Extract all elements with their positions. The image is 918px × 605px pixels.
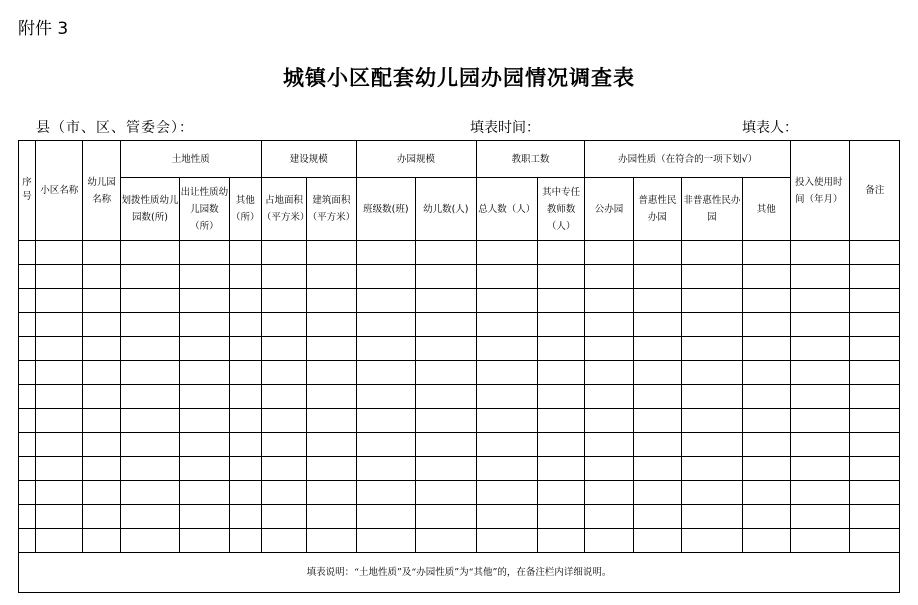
table-cell[interactable] (742, 505, 790, 529)
table-cell[interactable] (120, 241, 179, 265)
table-cell[interactable] (476, 265, 537, 289)
table-cell[interactable] (538, 361, 585, 385)
table-cell[interactable] (83, 529, 120, 553)
land-other-header: 其他（所） (229, 178, 261, 241)
table-cell[interactable] (850, 385, 900, 409)
table-row (19, 289, 900, 313)
table-cell[interactable] (83, 433, 120, 457)
table-cell[interactable] (36, 265, 83, 289)
table-cell[interactable] (742, 529, 790, 553)
table-cell[interactable] (538, 481, 585, 505)
table-cell[interactable] (120, 505, 179, 529)
table-cell[interactable] (790, 529, 849, 553)
table-cell[interactable] (356, 289, 415, 313)
table-cell[interactable] (307, 409, 356, 433)
header-row-fields (19, 178, 900, 241)
table-cell[interactable] (83, 241, 120, 265)
table-cell[interactable] (633, 337, 681, 361)
table-cell[interactable] (682, 505, 742, 529)
table-cell[interactable] (416, 361, 476, 385)
table-cell[interactable] (180, 313, 229, 337)
table-cell[interactable] (416, 385, 476, 409)
table-cell[interactable] (36, 313, 83, 337)
table-cell[interactable] (229, 457, 261, 481)
table-cell[interactable] (476, 289, 537, 313)
table-cell[interactable] (36, 457, 83, 481)
table-cell[interactable] (261, 385, 306, 409)
table-cell[interactable] (538, 289, 585, 313)
table-cell[interactable] (850, 241, 900, 265)
table-cell[interactable] (36, 337, 83, 361)
table-cell[interactable] (850, 289, 900, 313)
table-cell[interactable] (120, 457, 179, 481)
table-cell[interactable] (682, 241, 742, 265)
table-cell[interactable] (633, 265, 681, 289)
table-cell[interactable] (229, 361, 261, 385)
table-cell[interactable] (633, 289, 681, 313)
table-cell[interactable] (476, 409, 537, 433)
table-cell[interactable] (850, 457, 900, 481)
table-cell[interactable] (476, 337, 537, 361)
table-cell[interactable] (538, 529, 585, 553)
table-cell[interactable] (633, 313, 681, 337)
table-cell[interactable] (36, 409, 83, 433)
table-cell[interactable] (307, 505, 356, 529)
table-cell[interactable] (83, 289, 120, 313)
table-cell[interactable] (261, 337, 306, 361)
table-cell[interactable] (476, 529, 537, 553)
nature-inclusive-header: 普惠性民办园 (633, 178, 681, 241)
table-cell[interactable] (19, 457, 36, 481)
group-land-header: 土地性质 (120, 141, 261, 178)
table-cell[interactable] (538, 409, 585, 433)
table-cell[interactable] (229, 337, 261, 361)
table-row (19, 361, 900, 385)
table-cell[interactable] (585, 289, 633, 313)
const-area-header: 占地面积（平方米） (261, 178, 306, 241)
col-seq-header: 序号 (19, 141, 36, 241)
table-cell[interactable] (633, 529, 681, 553)
table-row (19, 313, 900, 337)
table-cell[interactable] (742, 361, 790, 385)
table-cell[interactable] (790, 433, 849, 457)
table-cell[interactable] (83, 481, 120, 505)
footer-note: 填表说明：“土地性质”及“办园性质”为“其他”的，在备注栏内详细说明。 (19, 553, 900, 593)
table-cell[interactable] (633, 481, 681, 505)
table-cell[interactable] (83, 337, 120, 361)
table-cell[interactable] (307, 457, 356, 481)
table-cell[interactable] (19, 337, 36, 361)
table-cell[interactable] (19, 481, 36, 505)
table-cell[interactable] (307, 241, 356, 265)
table-cell[interactable] (120, 265, 179, 289)
table-cell[interactable] (790, 337, 849, 361)
table-cell[interactable] (682, 337, 742, 361)
table-cell[interactable] (416, 505, 476, 529)
table-cell[interactable] (633, 385, 681, 409)
table-cell[interactable] (36, 433, 83, 457)
table-cell[interactable] (180, 361, 229, 385)
table-cell[interactable] (742, 457, 790, 481)
table-cell[interactable] (742, 337, 790, 361)
table-cell[interactable] (682, 481, 742, 505)
table-cell[interactable] (261, 313, 306, 337)
table-cell[interactable] (229, 481, 261, 505)
table-cell[interactable] (742, 289, 790, 313)
table-cell[interactable] (416, 337, 476, 361)
staff-teachers-header: 其中专任教师数（人） (538, 178, 585, 241)
table-cell[interactable] (356, 361, 415, 385)
table-cell[interactable] (120, 337, 179, 361)
table-cell[interactable] (356, 409, 415, 433)
table-cell[interactable] (356, 337, 415, 361)
table-cell[interactable] (476, 313, 537, 337)
table-cell[interactable] (633, 457, 681, 481)
table-cell[interactable] (790, 457, 849, 481)
table-cell[interactable] (850, 337, 900, 361)
table-cell[interactable] (633, 433, 681, 457)
table-cell[interactable] (120, 289, 179, 313)
table-cell[interactable] (585, 481, 633, 505)
table-cell[interactable] (180, 529, 229, 553)
table-cell[interactable] (850, 313, 900, 337)
table-cell[interactable] (19, 289, 36, 313)
table-cell[interactable] (83, 505, 120, 529)
table-cell[interactable] (19, 313, 36, 337)
table-cell[interactable] (261, 505, 306, 529)
table-cell[interactable] (307, 385, 356, 409)
table-cell[interactable] (633, 241, 681, 265)
table-cell[interactable] (19, 433, 36, 457)
table-cell[interactable] (850, 409, 900, 433)
table-cell[interactable] (307, 433, 356, 457)
col-kindergarten-header: 幼儿园名称 (83, 141, 120, 241)
table-cell[interactable] (180, 337, 229, 361)
table-cell[interactable] (538, 241, 585, 265)
col-remarks-header: 备注 (850, 141, 900, 241)
fill-time-label: 填表时间： (470, 120, 540, 136)
table-cell[interactable] (229, 241, 261, 265)
table-row (19, 241, 900, 265)
table-cell[interactable] (476, 241, 537, 265)
table-cell[interactable] (476, 481, 537, 505)
table-row (19, 409, 900, 433)
table-cell[interactable] (790, 505, 849, 529)
table-cell[interactable] (682, 457, 742, 481)
table-cell[interactable] (83, 409, 120, 433)
header-row-groups (19, 141, 900, 178)
staff-total-header: 总人数（人） (476, 178, 537, 241)
table-cell[interactable] (850, 529, 900, 553)
table-cell[interactable] (790, 241, 849, 265)
attachment-label: 附件 3 (18, 19, 69, 39)
group-nature-header: 办园性质（在符合的一项下划√） (585, 141, 791, 178)
table-cell[interactable] (742, 385, 790, 409)
table-cell[interactable] (790, 313, 849, 337)
table-cell[interactable] (180, 265, 229, 289)
table-cell[interactable] (83, 361, 120, 385)
table-cell[interactable] (19, 385, 36, 409)
table-cell[interactable] (356, 433, 415, 457)
table-cell[interactable] (120, 481, 179, 505)
table-cell[interactable] (742, 433, 790, 457)
scale-classes-header: 班级数(班) (356, 178, 415, 241)
table-cell[interactable] (307, 361, 356, 385)
col-community-header: 小区名称 (36, 141, 83, 241)
table-cell[interactable] (682, 361, 742, 385)
table-cell[interactable] (742, 481, 790, 505)
table-row (19, 481, 900, 505)
table-cell[interactable] (356, 457, 415, 481)
table-cell[interactable] (682, 265, 742, 289)
table-cell[interactable] (261, 409, 306, 433)
table-cell[interactable] (850, 481, 900, 505)
table-cell[interactable] (633, 505, 681, 529)
table-cell[interactable] (585, 409, 633, 433)
table-cell[interactable] (850, 265, 900, 289)
table-cell[interactable] (585, 529, 633, 553)
table-cell[interactable] (742, 265, 790, 289)
table-cell[interactable] (307, 289, 356, 313)
table-cell[interactable] (19, 241, 36, 265)
table-cell[interactable] (307, 337, 356, 361)
table-cell[interactable] (476, 505, 537, 529)
table-cell[interactable] (356, 481, 415, 505)
table-cell[interactable] (229, 433, 261, 457)
table-row (19, 265, 900, 289)
table-cell[interactable] (742, 241, 790, 265)
table-cell[interactable] (180, 241, 229, 265)
table-cell[interactable] (538, 457, 585, 481)
table-cell[interactable] (682, 385, 742, 409)
table-cell[interactable] (120, 313, 179, 337)
table-cell[interactable] (538, 337, 585, 361)
table-row (19, 433, 900, 457)
table-cell[interactable] (682, 313, 742, 337)
table-cell[interactable] (356, 313, 415, 337)
table-cell[interactable] (416, 313, 476, 337)
table-cell[interactable] (682, 289, 742, 313)
const-building-header: 建筑面积（平方米） (307, 178, 356, 241)
table-row (19, 529, 900, 553)
table-cell[interactable] (261, 457, 306, 481)
table-cell[interactable] (356, 505, 415, 529)
table-cell[interactable] (180, 385, 229, 409)
table-cell[interactable] (850, 505, 900, 529)
table-cell[interactable] (585, 361, 633, 385)
table-cell[interactable] (742, 409, 790, 433)
county-label: 县（市、区、管委会）： (36, 120, 194, 136)
land-allocated-header: 划拨性质幼儿园数(所) (120, 178, 179, 241)
col-use-time-header: 投入使用时间（年月） (790, 141, 849, 241)
table-cell[interactable] (850, 433, 900, 457)
table-cell[interactable] (229, 265, 261, 289)
table-cell[interactable] (180, 457, 229, 481)
table-cell[interactable] (36, 241, 83, 265)
table-cell[interactable] (585, 265, 633, 289)
table-cell[interactable] (633, 409, 681, 433)
table-cell[interactable] (307, 313, 356, 337)
table-cell[interactable] (36, 361, 83, 385)
table-cell[interactable] (585, 337, 633, 361)
table-cell[interactable] (261, 241, 306, 265)
table-cell[interactable] (538, 265, 585, 289)
group-construction-header: 建设规模 (261, 141, 356, 178)
table-cell[interactable] (742, 313, 790, 337)
group-scale-header: 办园规模 (356, 141, 476, 178)
table-cell[interactable] (261, 361, 306, 385)
table-cell[interactable] (229, 529, 261, 553)
table-cell[interactable] (229, 289, 261, 313)
table-cell[interactable] (261, 265, 306, 289)
table-cell[interactable] (180, 481, 229, 505)
table-cell[interactable] (180, 409, 229, 433)
table-cell[interactable] (356, 385, 415, 409)
table-cell[interactable] (850, 361, 900, 385)
table-cell[interactable] (790, 265, 849, 289)
table-cell[interactable] (36, 385, 83, 409)
table-cell[interactable] (538, 505, 585, 529)
table-cell[interactable] (356, 241, 415, 265)
table-cell[interactable] (307, 481, 356, 505)
table-cell[interactable] (585, 313, 633, 337)
table-cell[interactable] (19, 361, 36, 385)
table-cell[interactable] (229, 313, 261, 337)
table-cell[interactable] (790, 385, 849, 409)
nature-public-header: 公办园 (585, 178, 633, 241)
table-cell[interactable] (356, 265, 415, 289)
table-cell[interactable] (633, 361, 681, 385)
survey-table (18, 140, 900, 593)
table-cell[interactable] (180, 289, 229, 313)
table-cell[interactable] (476, 433, 537, 457)
table-cell[interactable] (682, 433, 742, 457)
footer-row (19, 553, 900, 593)
table-cell[interactable] (261, 433, 306, 457)
nature-other-header: 其他 (742, 178, 790, 241)
table-cell[interactable] (476, 361, 537, 385)
table-cell[interactable] (261, 481, 306, 505)
table-cell[interactable] (36, 505, 83, 529)
table-row (19, 457, 900, 481)
table-cell[interactable] (307, 265, 356, 289)
table-cell[interactable] (120, 361, 179, 385)
table-cell[interactable] (83, 265, 120, 289)
table-cell[interactable] (19, 409, 36, 433)
table-cell[interactable] (36, 289, 83, 313)
table-cell[interactable] (585, 433, 633, 457)
table-cell[interactable] (229, 385, 261, 409)
group-staff-header: 教职工数 (476, 141, 585, 178)
table-cell[interactable] (19, 265, 36, 289)
table-cell[interactable] (19, 505, 36, 529)
land-transfer-header: 出让性质幼儿园数（所） (180, 178, 229, 241)
table-cell[interactable] (180, 433, 229, 457)
table-cell[interactable] (538, 433, 585, 457)
table-cell[interactable] (416, 433, 476, 457)
table-cell[interactable] (585, 241, 633, 265)
table-cell[interactable] (83, 385, 120, 409)
table-cell[interactable] (416, 481, 476, 505)
table-cell[interactable] (120, 409, 179, 433)
filler-label: 填表人： (742, 120, 798, 136)
table-cell[interactable] (19, 529, 36, 553)
table-cell[interactable] (120, 385, 179, 409)
table-cell[interactable] (476, 385, 537, 409)
table-cell[interactable] (229, 505, 261, 529)
page-title: 城镇小区配套幼儿园办园情况调查表 (283, 65, 635, 90)
nature-noninclusive-header: 非普惠性民办园 (682, 178, 742, 241)
table-cell[interactable] (790, 409, 849, 433)
table-cell[interactable] (229, 409, 261, 433)
table-cell[interactable] (538, 313, 585, 337)
table-cell[interactable] (36, 481, 83, 505)
table-cell[interactable] (261, 529, 306, 553)
table-row (19, 337, 900, 361)
table-cell[interactable] (307, 529, 356, 553)
table-cell[interactable] (476, 457, 537, 481)
table-cell[interactable] (83, 313, 120, 337)
table-cell[interactable] (416, 409, 476, 433)
table-cell[interactable] (416, 241, 476, 265)
table-cell[interactable] (538, 385, 585, 409)
table-cell[interactable] (83, 457, 120, 481)
table-cell[interactable] (585, 385, 633, 409)
data-rows (19, 241, 900, 553)
scale-children-header: 幼儿数(人) (416, 178, 476, 241)
table-cell[interactable] (790, 481, 849, 505)
table-cell[interactable] (416, 529, 476, 553)
table-cell[interactable] (682, 409, 742, 433)
table-row (19, 505, 900, 529)
table-cell[interactable] (585, 505, 633, 529)
table-cell[interactable] (682, 529, 742, 553)
table-cell[interactable] (36, 529, 83, 553)
table-cell[interactable] (416, 265, 476, 289)
table-cell[interactable] (416, 289, 476, 313)
table-cell[interactable] (180, 505, 229, 529)
table-row (19, 385, 900, 409)
table-cell[interactable] (120, 529, 179, 553)
table-cell[interactable] (261, 289, 306, 313)
table-cell[interactable] (790, 289, 849, 313)
table-cell[interactable] (120, 433, 179, 457)
table-cell[interactable] (585, 457, 633, 481)
table-cell[interactable] (416, 457, 476, 481)
table-cell[interactable] (790, 361, 849, 385)
table-cell[interactable] (356, 529, 415, 553)
